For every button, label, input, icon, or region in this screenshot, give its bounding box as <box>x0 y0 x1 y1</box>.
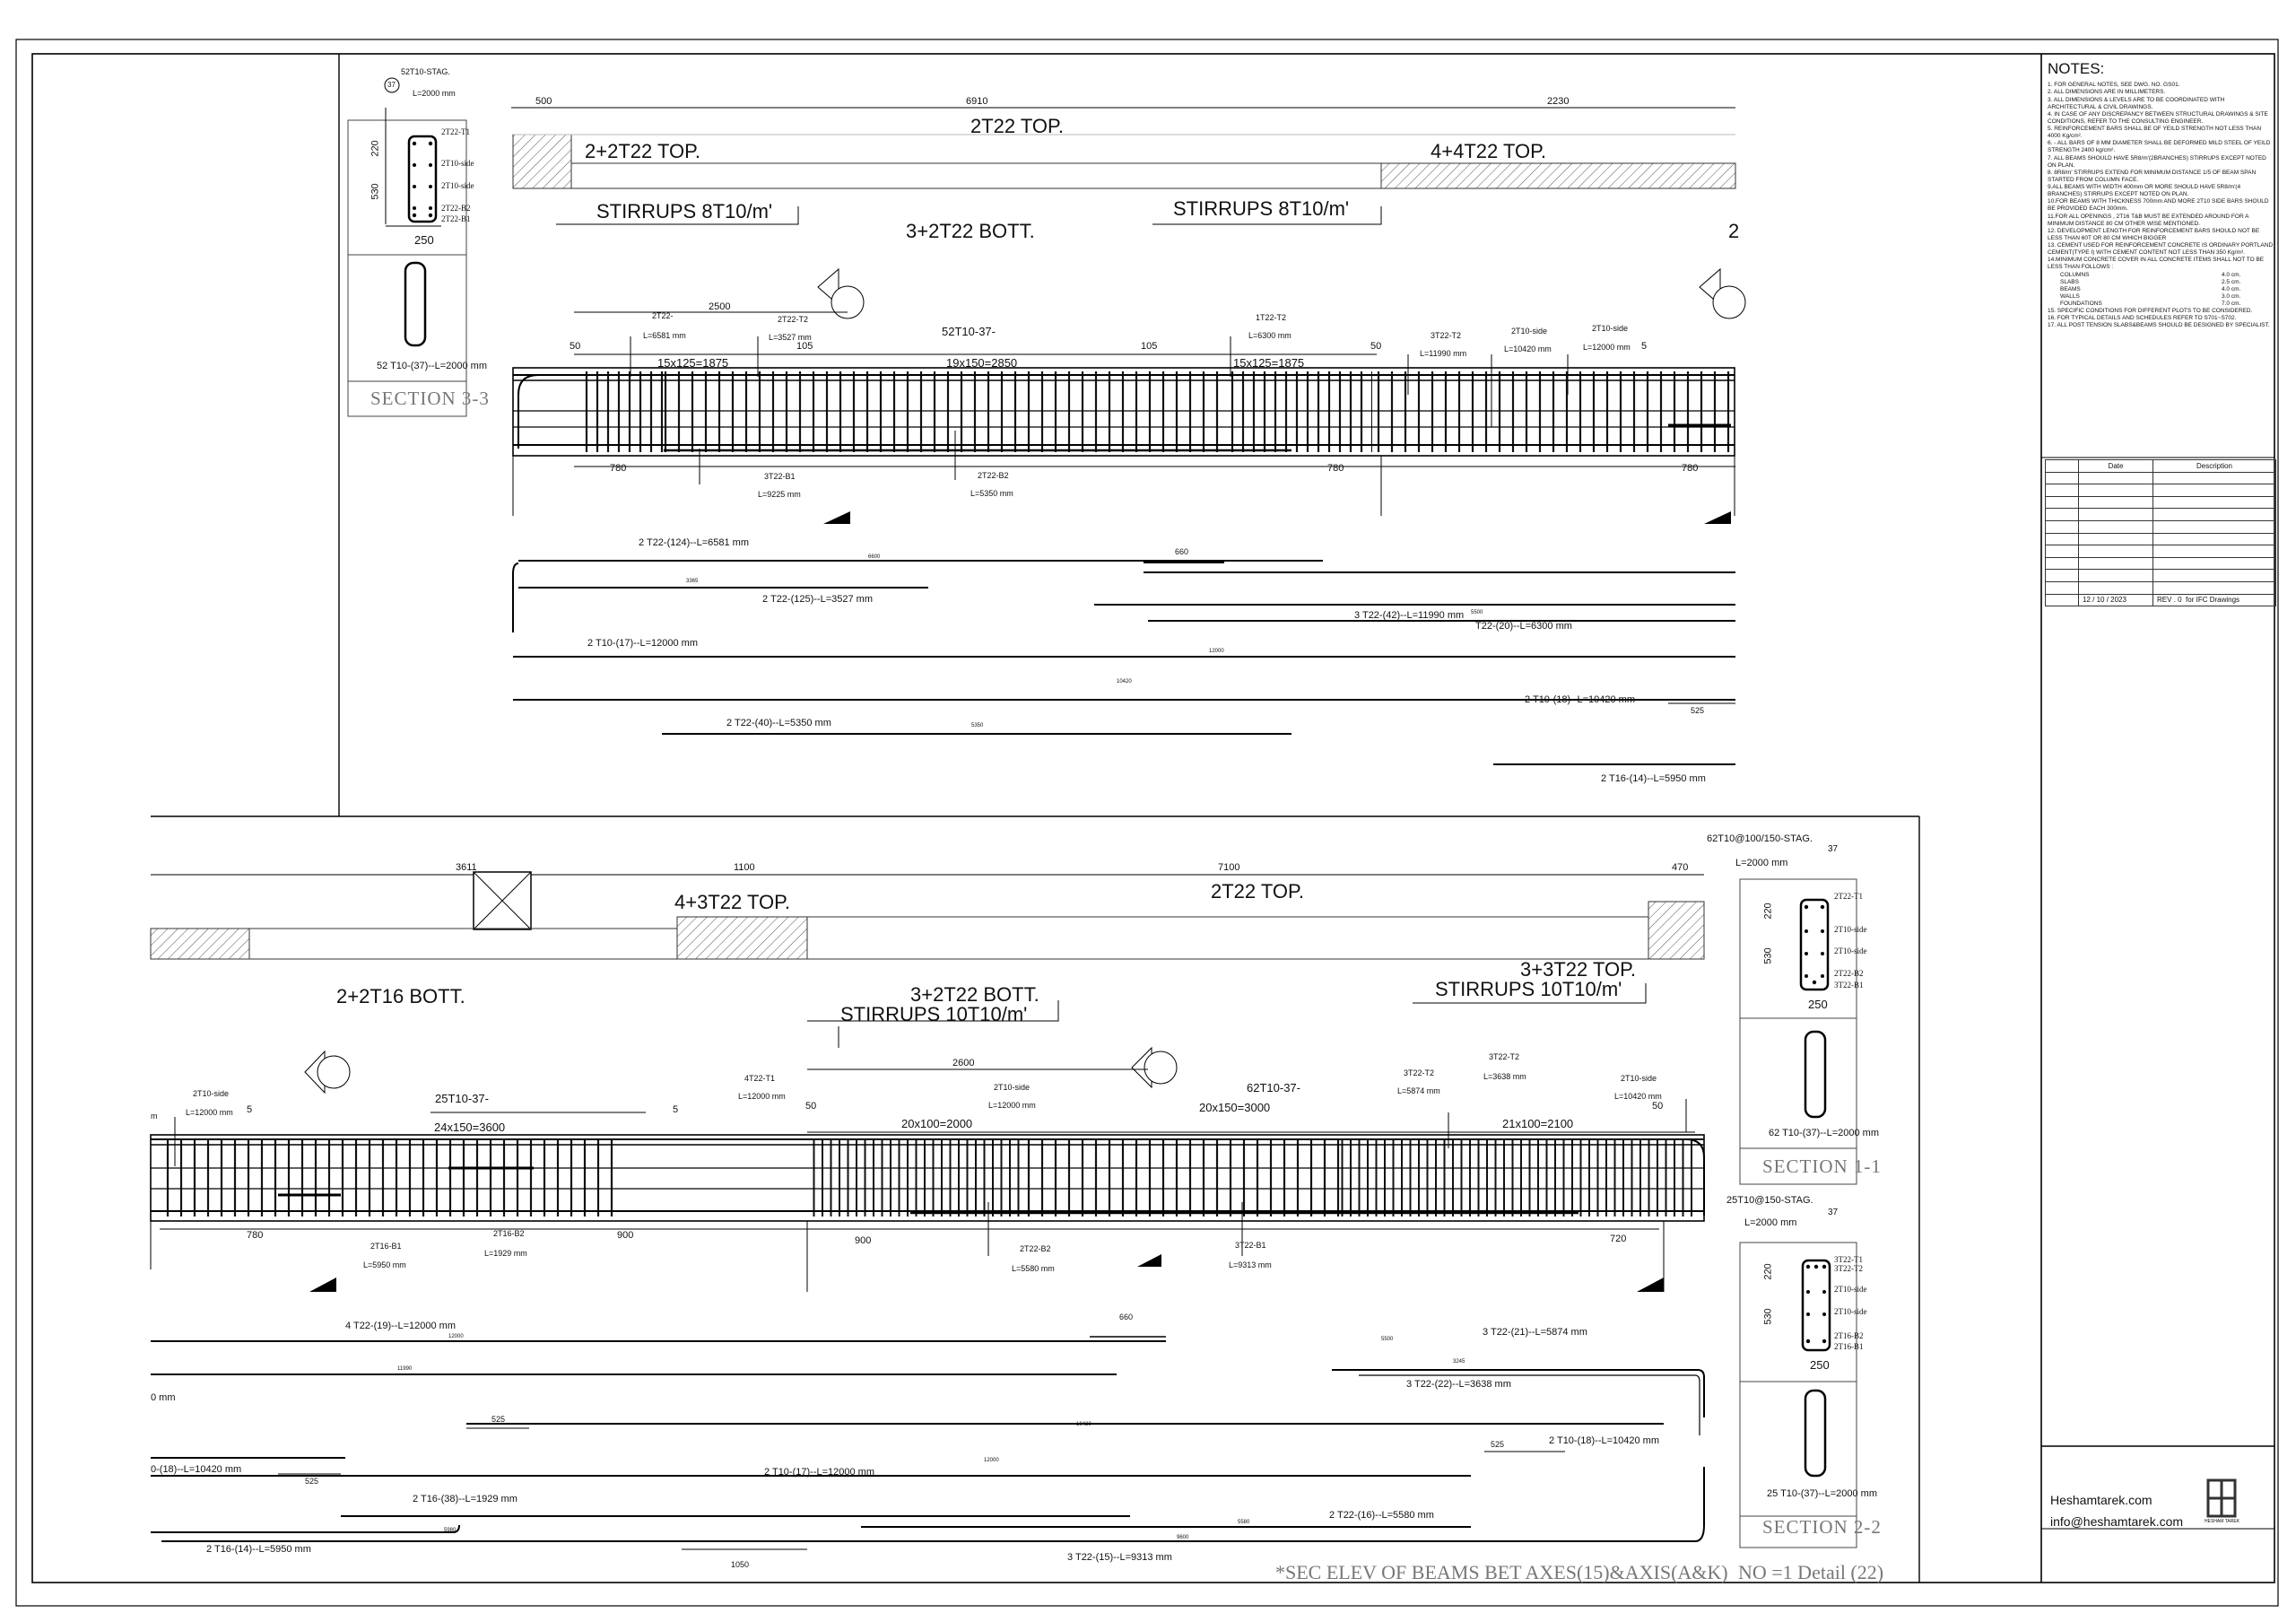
bar-mark: 3T22-T2 <box>1431 331 1462 340</box>
section-stirrup-head: 25T10@150-STAG. <box>1726 1195 1813 1206</box>
rebar-label: 2T22 TOP. <box>1211 880 1304 903</box>
dim-text: 1050 <box>731 1560 750 1569</box>
rev-number: REV . 0 <box>2157 596 2182 605</box>
stirrup-group-text: 25T10-37- <box>435 1092 489 1105</box>
bar-schedule-label: 2 T10-(18)--L=10420 mm <box>1525 694 1635 705</box>
note-item: 1. FOR GENERAL NOTES, SEE DWG. NO. GS01. <box>2048 82 2180 89</box>
inner-frame <box>32 54 2274 1583</box>
bar-schedule-label: 2 T22-(16)--L=5580 mm <box>1329 1510 1434 1521</box>
small-dim: 12000 <box>1209 649 1224 654</box>
section-length: L=2000 mm <box>413 89 456 98</box>
section-bar: 2T10-side <box>441 181 474 190</box>
bar-schedule-label: 2 T22-(124)--L=6581 mm <box>639 537 749 548</box>
note-item: 16. FOR TYPICAL DETAILS AND SCHEDULES REFER TO S701~S702. <box>2048 315 2237 322</box>
rebar-label: 3+2T22 BOTT. <box>910 983 1039 1006</box>
small-dim: 6600 <box>868 554 881 560</box>
dim-text: 2500 <box>709 301 731 312</box>
bar-schedule-label: 2 T10-(17)--L=12000 mm <box>587 638 698 649</box>
section-stirrup-head: 52T10-STAG. <box>401 67 450 76</box>
bar-length: L=11990 mm <box>1420 349 1467 358</box>
small-dim: 9600 <box>1177 1535 1189 1540</box>
small-dim: 5500 <box>1381 1337 1394 1342</box>
bar-schedule-label: 2 T22-(40)--L=5350 mm <box>726 718 831 728</box>
cover-row <box>2060 279 2274 286</box>
small-dim: 5350 <box>971 723 984 728</box>
bar-length: L=6581 mm <box>643 331 686 340</box>
dim-text: 720 <box>1610 1234 1627 1244</box>
section-bar: 2T10-side <box>1834 925 1867 934</box>
dim-text: 5 <box>247 1104 253 1115</box>
dim-text: 250 <box>414 233 434 247</box>
dim-text: 3611 <box>456 862 477 873</box>
small-dim: 3365 <box>686 579 699 584</box>
section-bar: 2T22-B2 <box>441 204 471 213</box>
bar-mark: 3T22-B1 <box>764 472 796 481</box>
cover-item: SLABS <box>2060 278 2079 285</box>
section-bar: 3T22-T2 <box>1834 1264 1863 1273</box>
stirrup-group-text: 62T10-37- <box>1247 1081 1300 1094</box>
dim-text: 50 <box>1652 1101 1664 1112</box>
dim-text: m <box>151 1112 158 1121</box>
dim-text: 220 <box>370 140 381 157</box>
callout-number: 37 <box>1828 844 1839 854</box>
callout-number: 37 <box>1828 1208 1839 1217</box>
bar-schedule-label: T22-(20)--L=6300 mm <box>1475 621 1572 632</box>
cover-value: 7.0 cm. <box>2222 301 2241 307</box>
bar-schedule-label: 3 T22-(21)--L=5874 mm <box>1483 1327 1587 1338</box>
note-item: 15. SPECIFIC CONDITIONS FOR DIFFERENT PLOTS TO BE CONSIDERED. <box>2048 308 2253 315</box>
dim-text: 50 <box>570 341 581 352</box>
bar-schedule-label: 2 T16-(14)--L=5950 mm <box>206 1544 311 1555</box>
dim-text: 525 <box>1691 706 1705 715</box>
bar-mark: 3T22-T2 <box>1489 1052 1520 1061</box>
dim-text: 105 <box>796 341 813 352</box>
note-item: 5. REINFORCEMENT BARS SHALL BE OF YEILD STRENGTH NOT LESS THAN 4000 Kg/cm². <box>2048 126 2262 140</box>
rebar-label: 4+4T22 TOP. <box>1431 140 1547 162</box>
bar-schedule-label: 4 T22-(19)--L=12000 mm <box>345 1321 456 1331</box>
spacing-text: 24x150=3600 <box>434 1121 506 1134</box>
bar-schedule-label: 3 T22-(15)--L=9313 mm <box>1067 1552 1172 1563</box>
small-dim: 5500 <box>1471 610 1483 615</box>
section-length: L=2000 mm <box>1744 1217 1797 1228</box>
dim-text: 50 <box>805 1101 817 1112</box>
cover-value: 2.5 cm. <box>2222 278 2241 285</box>
note-item: 12. DEVELOPMENT LENGTH FOR REINFORCEMENT BARS SHOULD NOT BE LESS THAN 60T OR 80 CM WHICH BIGGER <box>2048 227 2260 241</box>
section-title: SECTION 2-2 <box>1762 1516 1882 1538</box>
section-stirrup-label: 52 T10-(37)--L=2000 mm <box>377 361 487 371</box>
section-bar: 3T22-T1 <box>1834 1255 1863 1264</box>
bar-schedule-label: 2 T10-(18)--L=10420 mm <box>1549 1435 1659 1446</box>
section-bar: 2T22-B2 <box>1834 969 1864 978</box>
cover-row <box>2060 301 2274 308</box>
note-item: 13. CEMENT USED FOR REINFORCEMENT CONCRETE IS ORDINARY PORTLAND CEMENT(TYPE I) WITH CEMENT CONTENT NOT LESS THAN 350 Kg/m³. <box>2048 242 2274 257</box>
dim-text: 2230 <box>1547 96 1570 107</box>
small-dim: 5580 <box>1238 1520 1250 1525</box>
bar-mark: 2T10-side <box>1511 327 1548 336</box>
dim-text: 525 <box>305 1477 319 1486</box>
bar-length: L=5350 mm <box>970 489 1013 498</box>
bar-length: L=10420 mm <box>1504 344 1552 353</box>
note-item: 10.FOR BEAMS WITH THICKNESS 700mm AND MORE 2T10 SIDE BARS SHOULD BE PROVIDED EACH 300mm. <box>2048 198 2269 213</box>
bar-schedule-label: 3 T22-(22)--L=3638 mm <box>1406 1379 1511 1390</box>
bar-mark: 3T22-T2 <box>1404 1068 1435 1077</box>
small-dim: 12000 <box>984 1458 999 1463</box>
note-item: 9.ALL BEAMS WITH WIDTH 400mm OR MORE SHOULD HAVE 5R8/m'(4 BRANCHES) STIRRUPS EXCEPT NOTED ON PLAN. <box>2048 184 2241 198</box>
dim-text: 900 <box>855 1235 872 1246</box>
bar-length: L=5580 mm <box>1012 1264 1055 1273</box>
rebar-label: 3+3T22 TOP. <box>1520 958 1637 981</box>
bar-length: L=12000 mm <box>988 1101 1036 1110</box>
small-dim: 12000 <box>448 1334 464 1339</box>
bar-mark: 2T16-B1 <box>370 1242 402 1251</box>
dim-text: 220 <box>1762 903 1774 920</box>
small-dim: 10420 <box>1076 1422 1091 1427</box>
section-stirrup-label: 25 T10-(37)--L=2000 mm <box>1767 1488 1877 1499</box>
cover-row <box>2060 272 2274 279</box>
bar-mark: 2T10-side <box>193 1089 230 1098</box>
section-bar: 2T16-B1 <box>1834 1342 1864 1351</box>
dim-text: 780 <box>1682 463 1699 474</box>
note-item: 8. 8R8/m' STIRRUPS EXTEND FOR MINIMUM DISTANCE 1/5 OF BEAM SPAN STARTED FROM COLUMN FACE. <box>2048 169 2257 183</box>
dim-text: 660 <box>1175 547 1189 556</box>
section-bar: 2T10-side <box>441 159 474 168</box>
dim-text: 6910 <box>966 96 988 107</box>
section-title: SECTION 3-3 <box>370 388 490 409</box>
bar-mark: 2T10-side <box>1592 324 1629 333</box>
section-bar: 3T22-B1 <box>1834 981 1864 990</box>
bar-length: L=9313 mm <box>1229 1260 1272 1269</box>
bar-schedule-label: 2 T10-(17)--L=12000 mm <box>764 1467 874 1478</box>
bar-mark: 2T10-side <box>1621 1074 1657 1083</box>
section-title: SECTION 1-1 <box>1762 1155 1882 1177</box>
section-bar: 2T16-B2 <box>1834 1331 1864 1340</box>
note-item: 3. ALL DIMENSIONS & LEVELS ARE TO BE COORDINATED WITH ARCHITECTURAL & CIVIL DRAWINGS. <box>2048 96 2225 110</box>
notes-title: NOTES: <box>2048 60 2105 77</box>
spacing-text: 21x100=2100 <box>1502 1117 1574 1130</box>
dim-text: 900 <box>617 1230 634 1241</box>
rebar-label: 4+3T22 TOP. <box>674 891 791 913</box>
bar-mark: 2T22-B2 <box>1020 1244 1051 1253</box>
note-item: 11.FOR ALL OPENINGS , 2T16 T&B MUST BE EXTENDED AROUND FOR A MINIMUM DISTANCE 80 CM OTHER WISE MENTIONED. <box>2048 213 2249 227</box>
cover-item: WALLS <box>2060 292 2080 300</box>
spacing-text: 19x150=2850 <box>946 356 1018 370</box>
bar-schedule-label: 2 T22-(125)--L=3527 mm <box>762 594 873 605</box>
bar-mark: 3T22-B1 <box>1235 1241 1266 1250</box>
dim-text: 530 <box>1762 947 1774 964</box>
contact-email: info@heshamtarek.com <box>2050 1514 2184 1529</box>
cover-value: 4.0 cm. <box>2222 271 2241 278</box>
section-stirrup-label: 62 T10-(37)--L=2000 mm <box>1769 1128 1879 1138</box>
outer-frame <box>16 39 2278 1606</box>
rebar-label: 3+2T22 BOTT. <box>906 220 1035 242</box>
dim-text: 530 <box>1762 1308 1774 1325</box>
dim-text: 780 <box>1327 463 1344 474</box>
section-bar: 2T22-B1 <box>441 214 471 223</box>
bar-length: L=3638 mm <box>1483 1072 1526 1081</box>
section-bar: 2T10-side <box>1834 1285 1867 1294</box>
note-item: 4. IN CASE OF ANY DISCREPANCY BETWEEN STRUCTURAL DRAWINGS & SITE CONDITIONS, REFER TO THE CONSULTING ENGINEER. <box>2048 110 2268 125</box>
cover-item: COLUMNS <box>2060 271 2090 278</box>
dim-text: 500 <box>535 96 552 107</box>
dim-text: 250 <box>1810 1358 1830 1372</box>
spacing-text: 20x150=3000 <box>1199 1101 1271 1114</box>
bar-mark: 2T22-B2 <box>978 471 1009 480</box>
bar-length: L=1929 mm <box>484 1249 527 1258</box>
section-length: L=2000 mm <box>1735 858 1788 868</box>
dim-text: 525 <box>491 1415 506 1424</box>
small-dim: 3245 <box>1453 1359 1465 1365</box>
general-notes <box>2048 59 2274 330</box>
stirrup-group-text: 52T10-37- <box>942 325 996 338</box>
bar-length: L=6300 mm <box>1248 331 1292 340</box>
dim-text: 1100 <box>734 862 755 873</box>
bar-schedule-label: 2 T16-(14)--L=5950 mm <box>1601 773 1706 784</box>
bar-length: L=12000 mm <box>738 1092 786 1101</box>
contact-website: Heshamtarek.com <box>2050 1493 2152 1507</box>
section-bar: 2T22-T1 <box>441 127 470 136</box>
cover-row <box>2060 286 2274 293</box>
spacing-text: 15x125=1875 <box>657 356 729 370</box>
bar-length: L=3527 mm <box>769 333 812 342</box>
rebar-label: 2+2T16 BOTT. <box>336 985 465 1007</box>
dim-text: 220 <box>1762 1263 1774 1280</box>
bar-length: L=5950 mm <box>363 1260 406 1269</box>
note-item: 14.MINIMUM CONCRETE COVER IN ALL CONCRETE ITEMS SHALL NOT TO BE LESS THAN FOLLOWS : <box>2048 257 2265 271</box>
note-item: 7. ALL BEAMS SHOULD HAVE 5R8/m'(2BRANCHES) STIRRUPS EXCEPT NOTED ON PLAN. <box>2048 154 2266 169</box>
cover-row <box>2060 293 2274 301</box>
small-dim: 11990 <box>397 1366 413 1372</box>
small-dim: 10420 <box>1117 679 1132 685</box>
bar-schedule-label: 0 mm <box>151 1392 176 1403</box>
note-item: 6. - ALL BARS OF 8 MM DIAMETER SHALL BE DEFORMED MILD STEEL OF YEILD STRENGTH 2400 kg/cm². <box>2048 140 2271 154</box>
bar-schedule-label: 3 T22-(42)--L=11990 mm <box>1354 610 1465 621</box>
spacing-text: 15x125=1875 <box>1233 356 1305 370</box>
rebar-label: 2 <box>1728 220 1740 242</box>
section-bar: 2T22-T1 <box>1834 892 1863 901</box>
bar-length: L=10420 mm <box>1614 1092 1662 1101</box>
stirrup-label: STIRRUPS 8T10/m' <box>1173 197 1350 220</box>
dim-text: 530 <box>370 183 381 200</box>
elevation-title: *SEC ELEV OF BEAMS BET AXES(15)&AXIS(A&K) <box>1275 1561 1728 1583</box>
dim-text: 780 <box>610 463 627 474</box>
dim-text: 780 <box>247 1230 264 1241</box>
section-bar: 2T10-side <box>1834 1307 1867 1316</box>
revision-table <box>2045 459 2276 606</box>
bar-length: L=12000 mm <box>1583 343 1631 352</box>
stirrup-label: STIRRUPS 8T10/m' <box>596 200 773 222</box>
callout-number: 37 <box>387 81 396 89</box>
bar-mark: 2T16-B2 <box>493 1229 525 1238</box>
rebar-label: 2+2T22 TOP. <box>585 140 701 162</box>
section-bar: 2T10-side <box>1834 946 1867 955</box>
bar-mark: 2T22- <box>652 311 674 320</box>
dim-text: 105 <box>1141 341 1158 352</box>
bar-mark: 2T22-T2 <box>778 315 809 324</box>
bar-length: L=12000 mm <box>186 1108 233 1117</box>
cover-item: FOUNDATIONS <box>2060 301 2102 307</box>
dim-text: 525 <box>1491 1440 1505 1449</box>
stirrup-label: STIRRUPS 10T10/m' <box>840 1003 1028 1025</box>
small-dim: 5980 <box>444 1528 457 1533</box>
rev-header-date: Date <box>2079 460 2153 473</box>
rev-header-desc: Description <box>2153 460 2276 473</box>
dim-text: 470 <box>1672 862 1689 873</box>
spacing-text: 20x100=2000 <box>901 1117 973 1130</box>
bar-schedule-label: 2 T16-(38)--L=1929 mm <box>413 1494 517 1504</box>
dim-text: 5 <box>1641 341 1648 352</box>
bar-schedule-label: 0-(18)--L=10420 mm <box>151 1464 242 1475</box>
dim-text: 7100 <box>1218 862 1240 873</box>
bar-mark: 2T10-side <box>994 1083 1031 1092</box>
cover-value: 3.0 cm. <box>2222 292 2241 300</box>
logo-wordmark: HESHAM TAREK <box>2205 1519 2239 1524</box>
rev-date: 12 / 10 / 2023 <box>2079 594 2153 606</box>
rebar-label: 2T22 TOP. <box>970 115 1064 137</box>
dim-text: 250 <box>1808 998 1828 1011</box>
stirrup-label: STIRRUPS 10T10/m' <box>1435 978 1622 1000</box>
note-item: 2. ALL DIMENSIONS ARE IN MILLIMETERS. <box>2048 89 2166 96</box>
bar-length: L=9225 mm <box>758 490 801 499</box>
section-stirrup-head: 62T10@100/150-STAG. <box>1707 833 1813 844</box>
bar-mark: 4T22-T1 <box>744 1074 776 1083</box>
dim-text: 5 <box>673 1104 679 1115</box>
cover-value: 4.0 cm. <box>2222 285 2241 292</box>
dim-text: 50 <box>1370 341 1382 352</box>
bar-mark: 1T22-T2 <box>1256 313 1287 322</box>
note-item: 17. ALL POST TENSION SLABS&BEAMS SHOULD BE DESIGNED BY SPECIALIST. <box>2048 322 2270 329</box>
detail-number: NO =1 Detail (22) <box>1738 1561 1884 1583</box>
bar-length: L=5874 mm <box>1397 1086 1440 1095</box>
dim-text: 2600 <box>952 1058 975 1068</box>
rev-desc: for IFC Drawings <box>2186 596 2240 605</box>
cover-item: BEAMS <box>2060 285 2081 292</box>
dim-text: 660 <box>1119 1312 1134 1321</box>
